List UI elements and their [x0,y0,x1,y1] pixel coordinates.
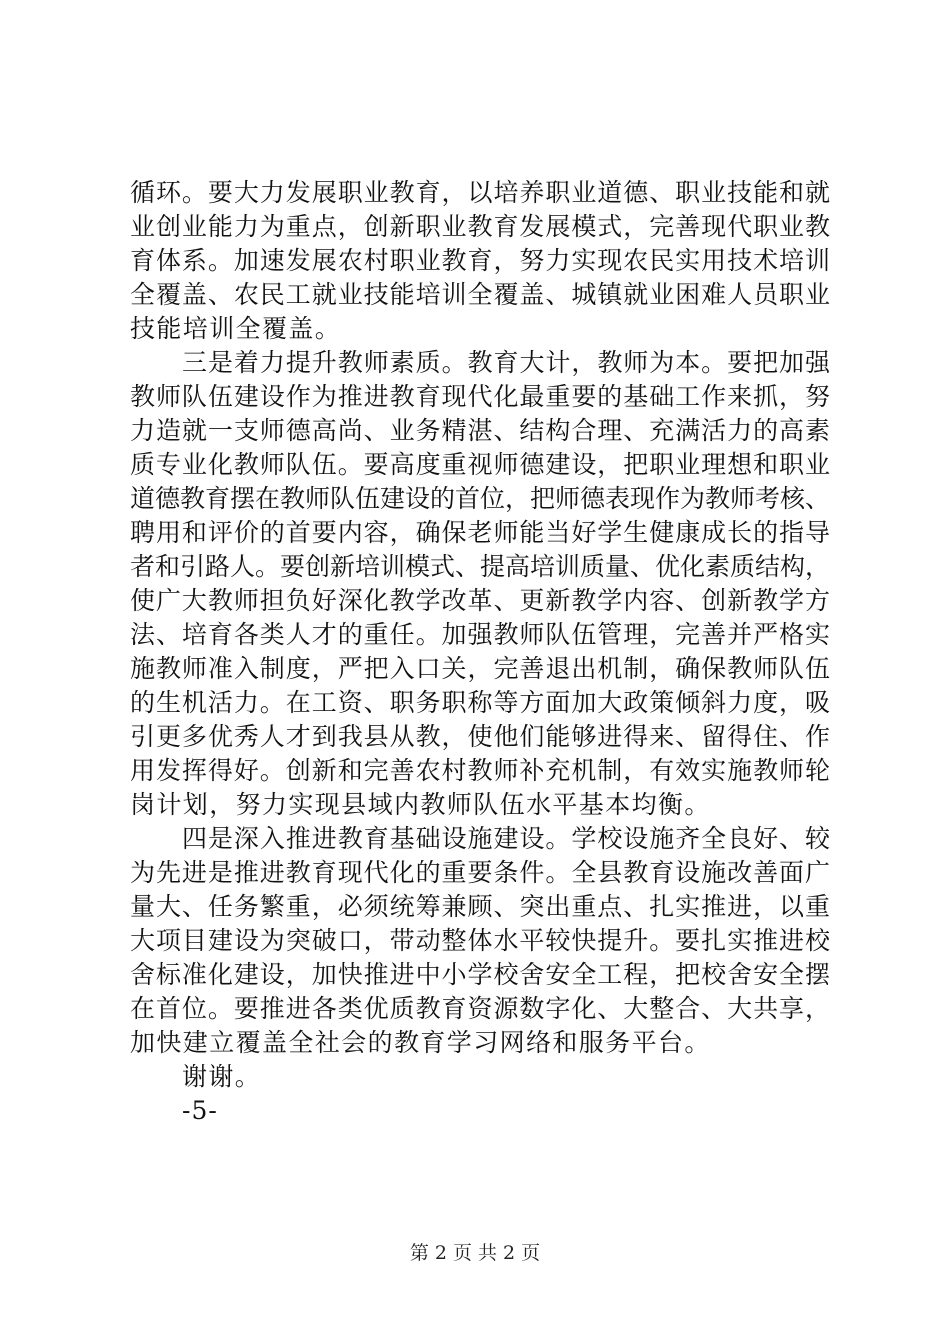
document-body [130,176,830,1128]
text-line: 聘用和评价的首要内容，确保老师能当好学生健康成长的指导 [130,518,830,547]
text-line: 教师队伍建设作为推进教育现代化最重要的基础工作来抓，努 [130,382,830,411]
text-line: 育体系。加速发展农村职业教育，努力实现农民实用技术培训 [130,246,830,275]
closing-line: 谢谢。 [182,1062,262,1091]
text-line: 施教师准入制度，严把入口关，完善退出机制，确保教师队伍 [130,654,830,683]
text-line: 使广大教师担负好深化教学改革、更新教学内容、创新教学方 [130,586,830,615]
page-footer: 第 2 页 共 2 页 [409,1242,541,1264]
text-line: 用发挥得好。创新和完善农村教师补充机制，有效实施教师轮 [130,756,830,785]
page-number-marker: -5- [182,1096,218,1125]
text-line: 舍标准化建设，加快推进中小学校舍安全工程，把校舍安全摆 [130,960,830,989]
text-line: 法、培育各类人才的重任。加强教师队伍管理，完善并严格实 [130,620,830,649]
text-line: 道德教育摆在教师队伍建设的首位，把师德表现作为教师考核、 [130,484,831,513]
text-line: 引更多优秀人才到我县从教，使他们能够进得来、留得住、作 [130,722,830,751]
text-line: 力造就一支师德高尚、业务精湛、结构合理、充满活力的高素 [130,416,830,445]
paragraph-start-line: 四是深入推进教育基础设施建设。学校设施齐全良好、较 [182,824,830,853]
text-line: 的生机活力。在工资、职务职称等方面加大政策倾斜力度，吸 [130,688,830,717]
text-line: 在首位。要推进各类优质教育资源数字化、大整合、大共享， [130,994,830,1023]
text-line: 者和引路人。要创新培训模式、提高培训质量、优化素质结构， [130,552,831,581]
text-line: 量大、任务繁重，必须统筹兼顾、突出重点、扎实推进，以重 [130,892,830,921]
text-line: 加快建立覆盖全社会的教育学习网络和服务平台。 [130,1028,711,1057]
text-line: 大项目建设为突破口，带动整体水平较快提升。要扎实推进校 [130,926,830,955]
text-line: 为先进是推进教育现代化的重要条件。全县教育设施改善面广 [130,858,830,887]
text-line: 业创业能力为重点，创新职业教育发展模式，完善现代职业教 [130,212,830,241]
text-line: 技能培训全覆盖。 [130,314,342,343]
text-line: 质专业化教师队伍。要高度重视师德建设，把职业理想和职业 [130,450,830,479]
text-line: 岗计划，努力实现县域内教师队伍水平基本均衡。 [130,790,711,819]
text-line: 循环。要大力发展职业教育，以培养职业道德、职业技能和就 [130,178,830,207]
paragraph-start-line: 三是着力提升教师素质。教育大计，教师为本。要把加强 [182,348,830,377]
text-line: 全覆盖、农民工就业技能培训全覆盖、城镇就业困难人员职业 [130,280,830,309]
